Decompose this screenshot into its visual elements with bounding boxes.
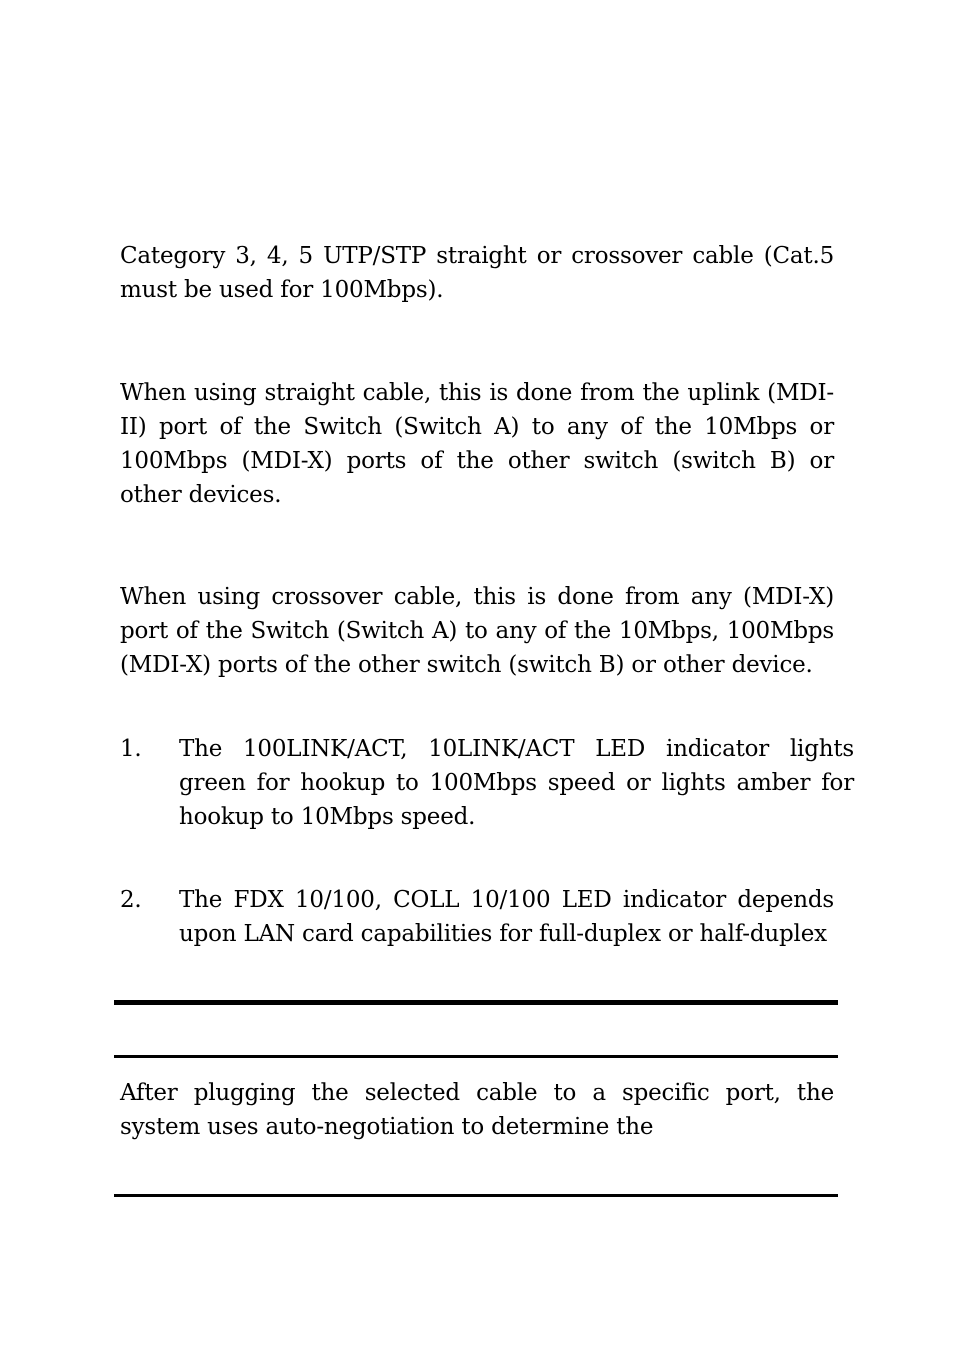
list-item-number: 1. (120, 736, 142, 762)
list-item-text: The FDX 10/100, COLL 10/100 LED indicator depends upon LAN card capabilities for full-duplex or half-duplex (179, 887, 834, 947)
section-divider (114, 1000, 838, 1005)
crossover-cable-paragraph: When using crossover cable, this is done from any (MDI-X) port of the Switch (Switch A) to any of the 10Mbps, 100Mbps (MDI-X) ports of the other switch (switch B) or other device. (120, 584, 834, 678)
section-divider (114, 1194, 838, 1197)
cable-type-paragraph: Category 3, 4, 5 UTP/STP straight or crossover cable (Cat.5 must be used for 100Mbps). (120, 243, 834, 303)
straight-cable-paragraph: When using straight cable, this is done from the uplink (MDI-II) port of the Switch (Switch A) to any of the 10Mbps or 100Mbps (MDI-X) ports of the other switch (switch B) or other devices. (120, 380, 834, 508)
list-item-number: 2. (120, 887, 142, 913)
list-item-text: The 100LINK/ACT, 10LINK/ACT LED indicator lights green for hookup to 100Mbps speed or lights amber for hookup to 10Mbps speed. (179, 736, 854, 830)
section-divider (114, 1055, 838, 1058)
auto-negotiation-paragraph: After plugging the selected cable to a specific port, the system uses auto-negotiation to determine the (120, 1080, 834, 1140)
